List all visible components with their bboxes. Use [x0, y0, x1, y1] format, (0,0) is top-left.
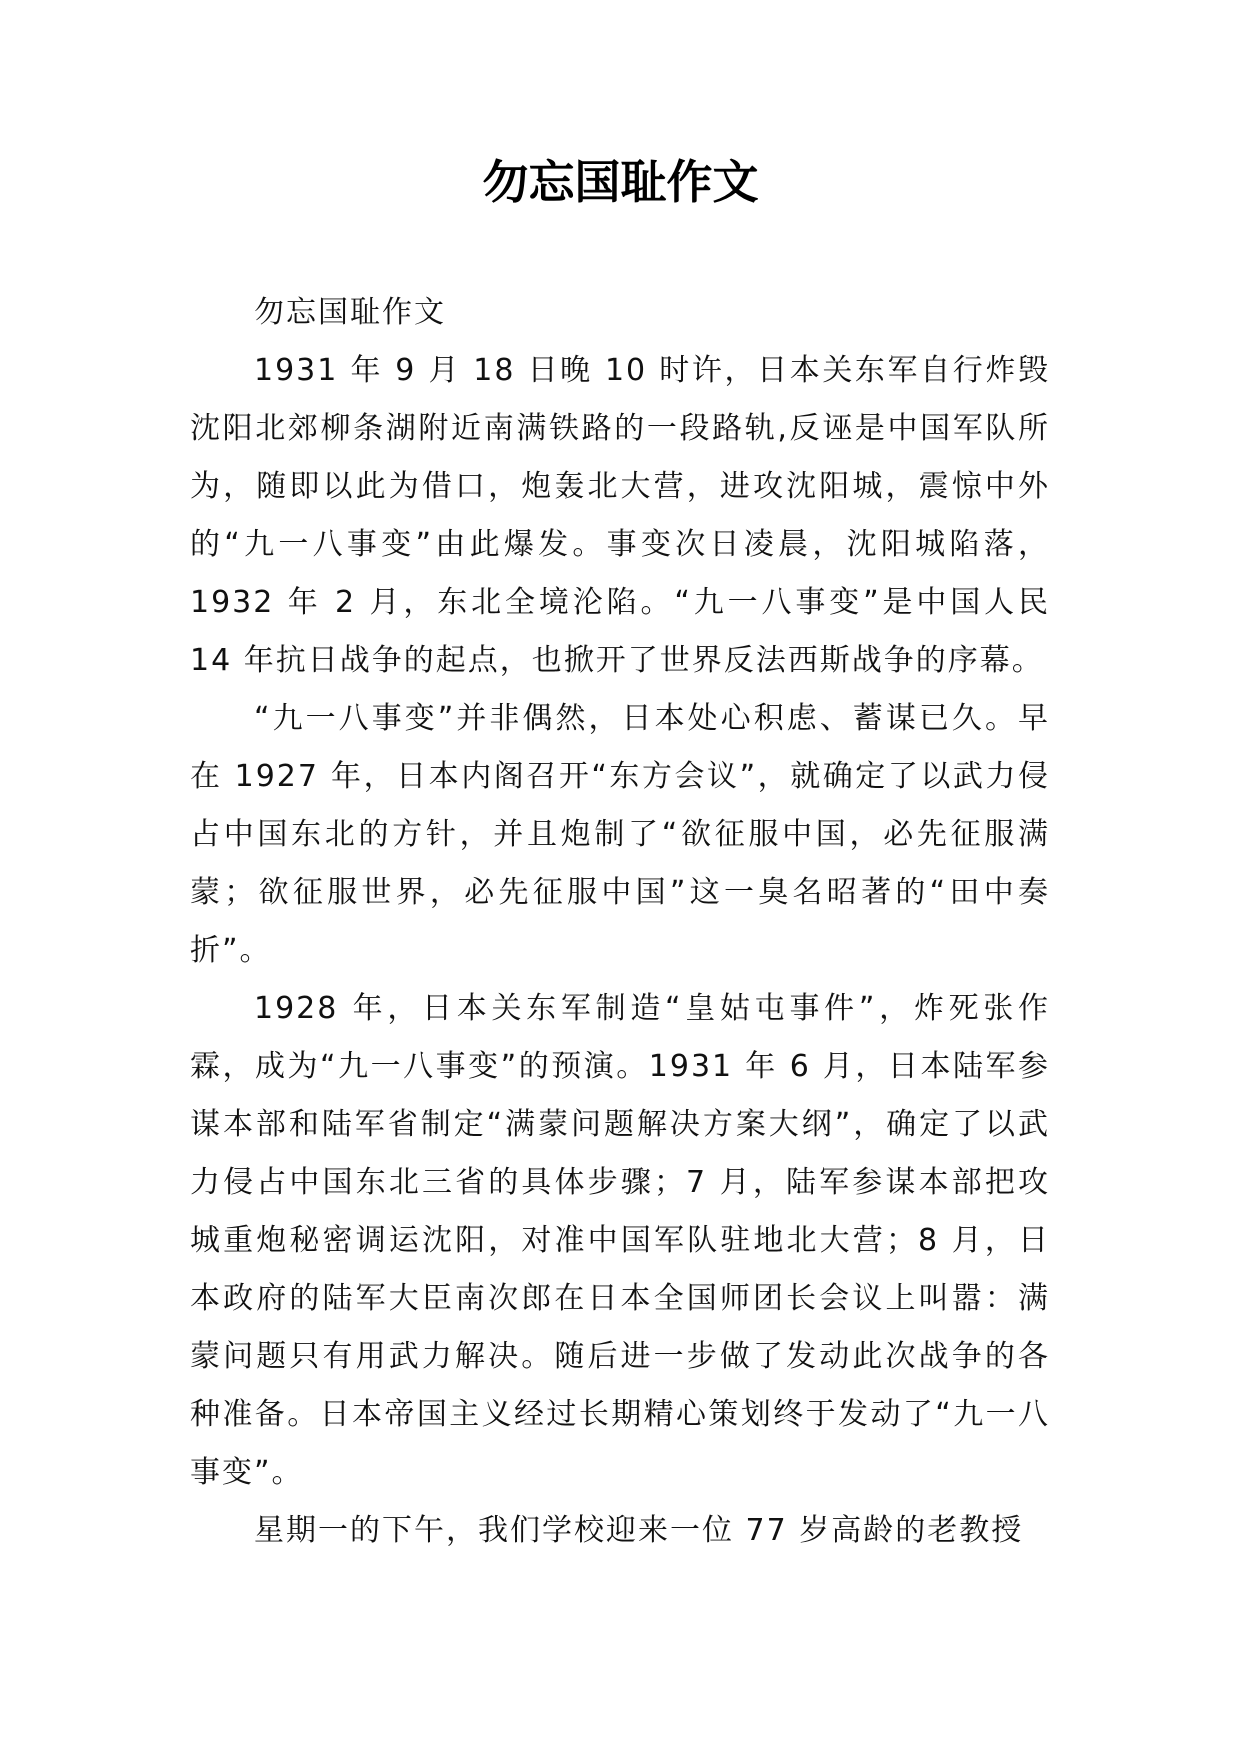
paragraph-3: 1928 年，日本关东军制造“皇姑屯事件”，炸死张作霖，成为“九一八事变”的预演。1931 年 6 月，日本陆军参谋本部和陆军省制定“满蒙问题解决方案大纲”，确定了以武力侵占中国东北三省的具体步骤；7 月，陆军参谋本部把攻城重炮秘密调运沈阳，对准中国军队驻地北大营；8 月，日本政府的陆军大臣南次郎在日本全国师团长会议上叫嚣：满蒙问题只有用武力解决。随后进一步做了发动此次战争的各种准备。日本帝国主义经过长期精心策划终于发动了“九一八事变”。 [190, 991, 1050, 1490]
document-body [190, 284, 1050, 1560]
document-title: 勿忘国耻作文 [482, 155, 759, 209]
paragraph-4: 星期一的下午，我们学校迎来一位 77 岁高龄的老教授 [254, 1513, 1024, 1548]
paragraph-subtitle: 勿忘国耻作文 [254, 295, 446, 330]
paragraph-1: 1931 年 9 月 18 日晚 10 时许，日本关东军自行炸毁沈阳北郊柳条湖附近南满铁路的一段路轨,反诬是中国军队所为，随即以此为借口，炮轰北大营，进攻沈阳城，震惊中外的“九一八事变”由此爆发。事变次日凌晨，沈阳城陷落，1932 年 2 月，东北全境沦陷。“九一八事变”是中国人民 14 年抗日战争的起点，也掀开了世界反法西斯战争的序幕。 [190, 353, 1050, 678]
paragraph-2: “九一八事变”并非偶然，日本处心积虑、蓄谋已久。早在 1927 年，日本内阁召开“东方会议”，就确定了以武力侵占中国东北的方针，并且炮制了“欲征服中国，必先征服满蒙；欲征服世界，必先征服中国”这一臭名昭著的“田中奏折”。 [190, 701, 1050, 968]
